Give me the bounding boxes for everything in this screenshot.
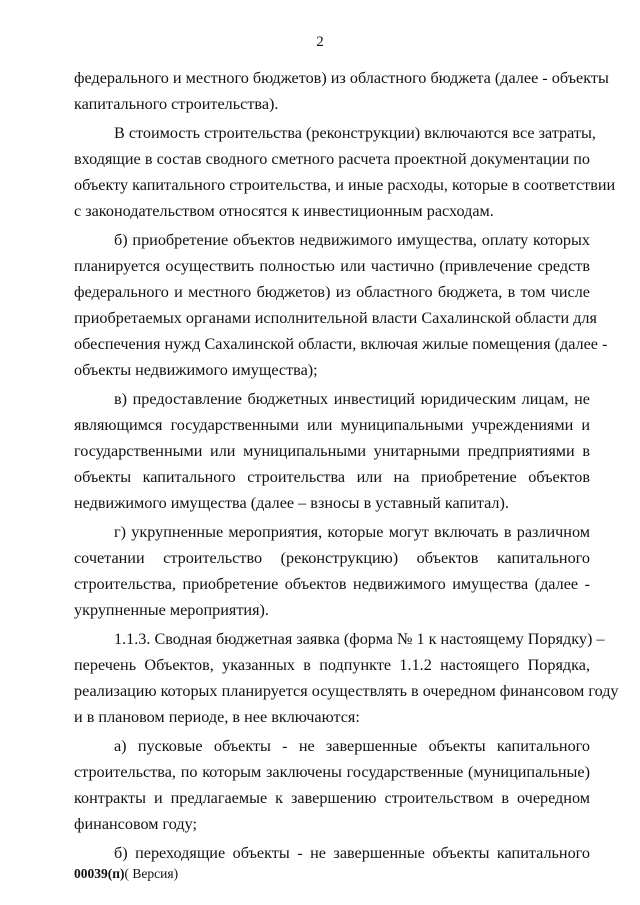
paragraph-line: капитального строительства).	[74, 95, 279, 113]
paragraph	[74, 227, 608, 383]
paragraph-line: строительства, по которым заключены государственные (муниципальные)	[74, 763, 590, 781]
paragraph	[74, 626, 619, 730]
paragraph-line: реализацию которых планируется осуществлять в очередном финансовом году	[74, 682, 619, 700]
paragraph-line: с законодательством относятся к инвестиционным расходам.	[74, 202, 494, 220]
paragraph-line: укрупненные мероприятия).	[74, 601, 269, 619]
paragraph-line: а) пусковые объекты - не завершенные объекты капитального	[114, 737, 590, 755]
paragraph-line: являющимся государственными или муниципальными учреждениями и	[74, 416, 590, 434]
paragraph	[74, 733, 590, 837]
paragraph-line: контракты и предлагаемые к завершению строительством в очередном	[74, 789, 590, 807]
paragraph-line: и в плановом периоде, в нее включаются:	[74, 708, 360, 726]
paragraph-line: В стоимость строительства (реконструкции) включаются все затраты,	[114, 124, 596, 142]
paragraph-line: строительства, приобретение объектов недвижимого имущества (далее -	[74, 575, 590, 593]
paragraph-line: планируется осуществить полностью или частично (привлечение средств	[74, 257, 590, 275]
paragraph-line: государственными или муниципальными унитарными предприятиями в	[74, 442, 590, 460]
paragraph-line: обеспечения нужд Сахалинской области, включая жилые помещения (далее -	[74, 335, 608, 353]
paragraph-line: перечень Объектов, указанных в подпункте 1.1.2 настоящего Порядка,	[74, 656, 590, 674]
footer-version: ( Версия)	[124, 866, 179, 881]
paragraph-line: сочетании строительство (реконструкцию) объектов капитального	[74, 549, 590, 567]
paragraph	[74, 65, 609, 117]
paragraph-line: объекты капитального строительства или на приобретение объектов	[74, 468, 590, 486]
document-body	[74, 65, 619, 866]
paragraph-line: 1.1.3. Сводная бюджетная заявка (форма № 1 к настоящему Порядку) –	[114, 630, 605, 648]
paragraph-line: объекту капитального строительства, и иные расходы, которые в соответствии	[74, 176, 616, 194]
paragraph	[74, 519, 590, 623]
paragraph-line: б) переходящие объекты - не завершенные объекты капитального	[114, 844, 590, 862]
paragraph	[74, 840, 590, 866]
paragraph-line: приобретаемых органами исполнительной власти Сахалинской области для	[74, 309, 597, 327]
page-number: 2	[316, 34, 324, 50]
paragraph-line: федерального и местного бюджетов) из областного бюджета (далее - объекты	[74, 69, 609, 87]
paragraph-line: г) укрупненные мероприятия, которые могут включать в различном	[114, 523, 590, 541]
paragraph-line: б) приобретение объектов недвижимого имущества, оплату которых	[114, 231, 590, 249]
document-footer	[74, 866, 178, 882]
paragraph-line: в) предоставление бюджетных инвестиций юридическим лицам, не	[114, 390, 590, 408]
paragraph	[74, 120, 616, 224]
paragraph-line: входящие в состав сводного сметного расчета проектной документации по	[74, 150, 590, 168]
paragraph-line: объекты недвижимого имущества);	[74, 361, 318, 379]
paragraph-line: финансовом году;	[74, 815, 198, 833]
paragraph-line: федерального и местного бюджетов) из областного бюджета, в том числе	[74, 283, 590, 301]
paragraph-line: недвижимого имущества (далее – взносы в уставный капитал).	[74, 494, 509, 512]
paragraph	[74, 386, 590, 516]
footer-code: 00039(п)	[74, 866, 125, 881]
